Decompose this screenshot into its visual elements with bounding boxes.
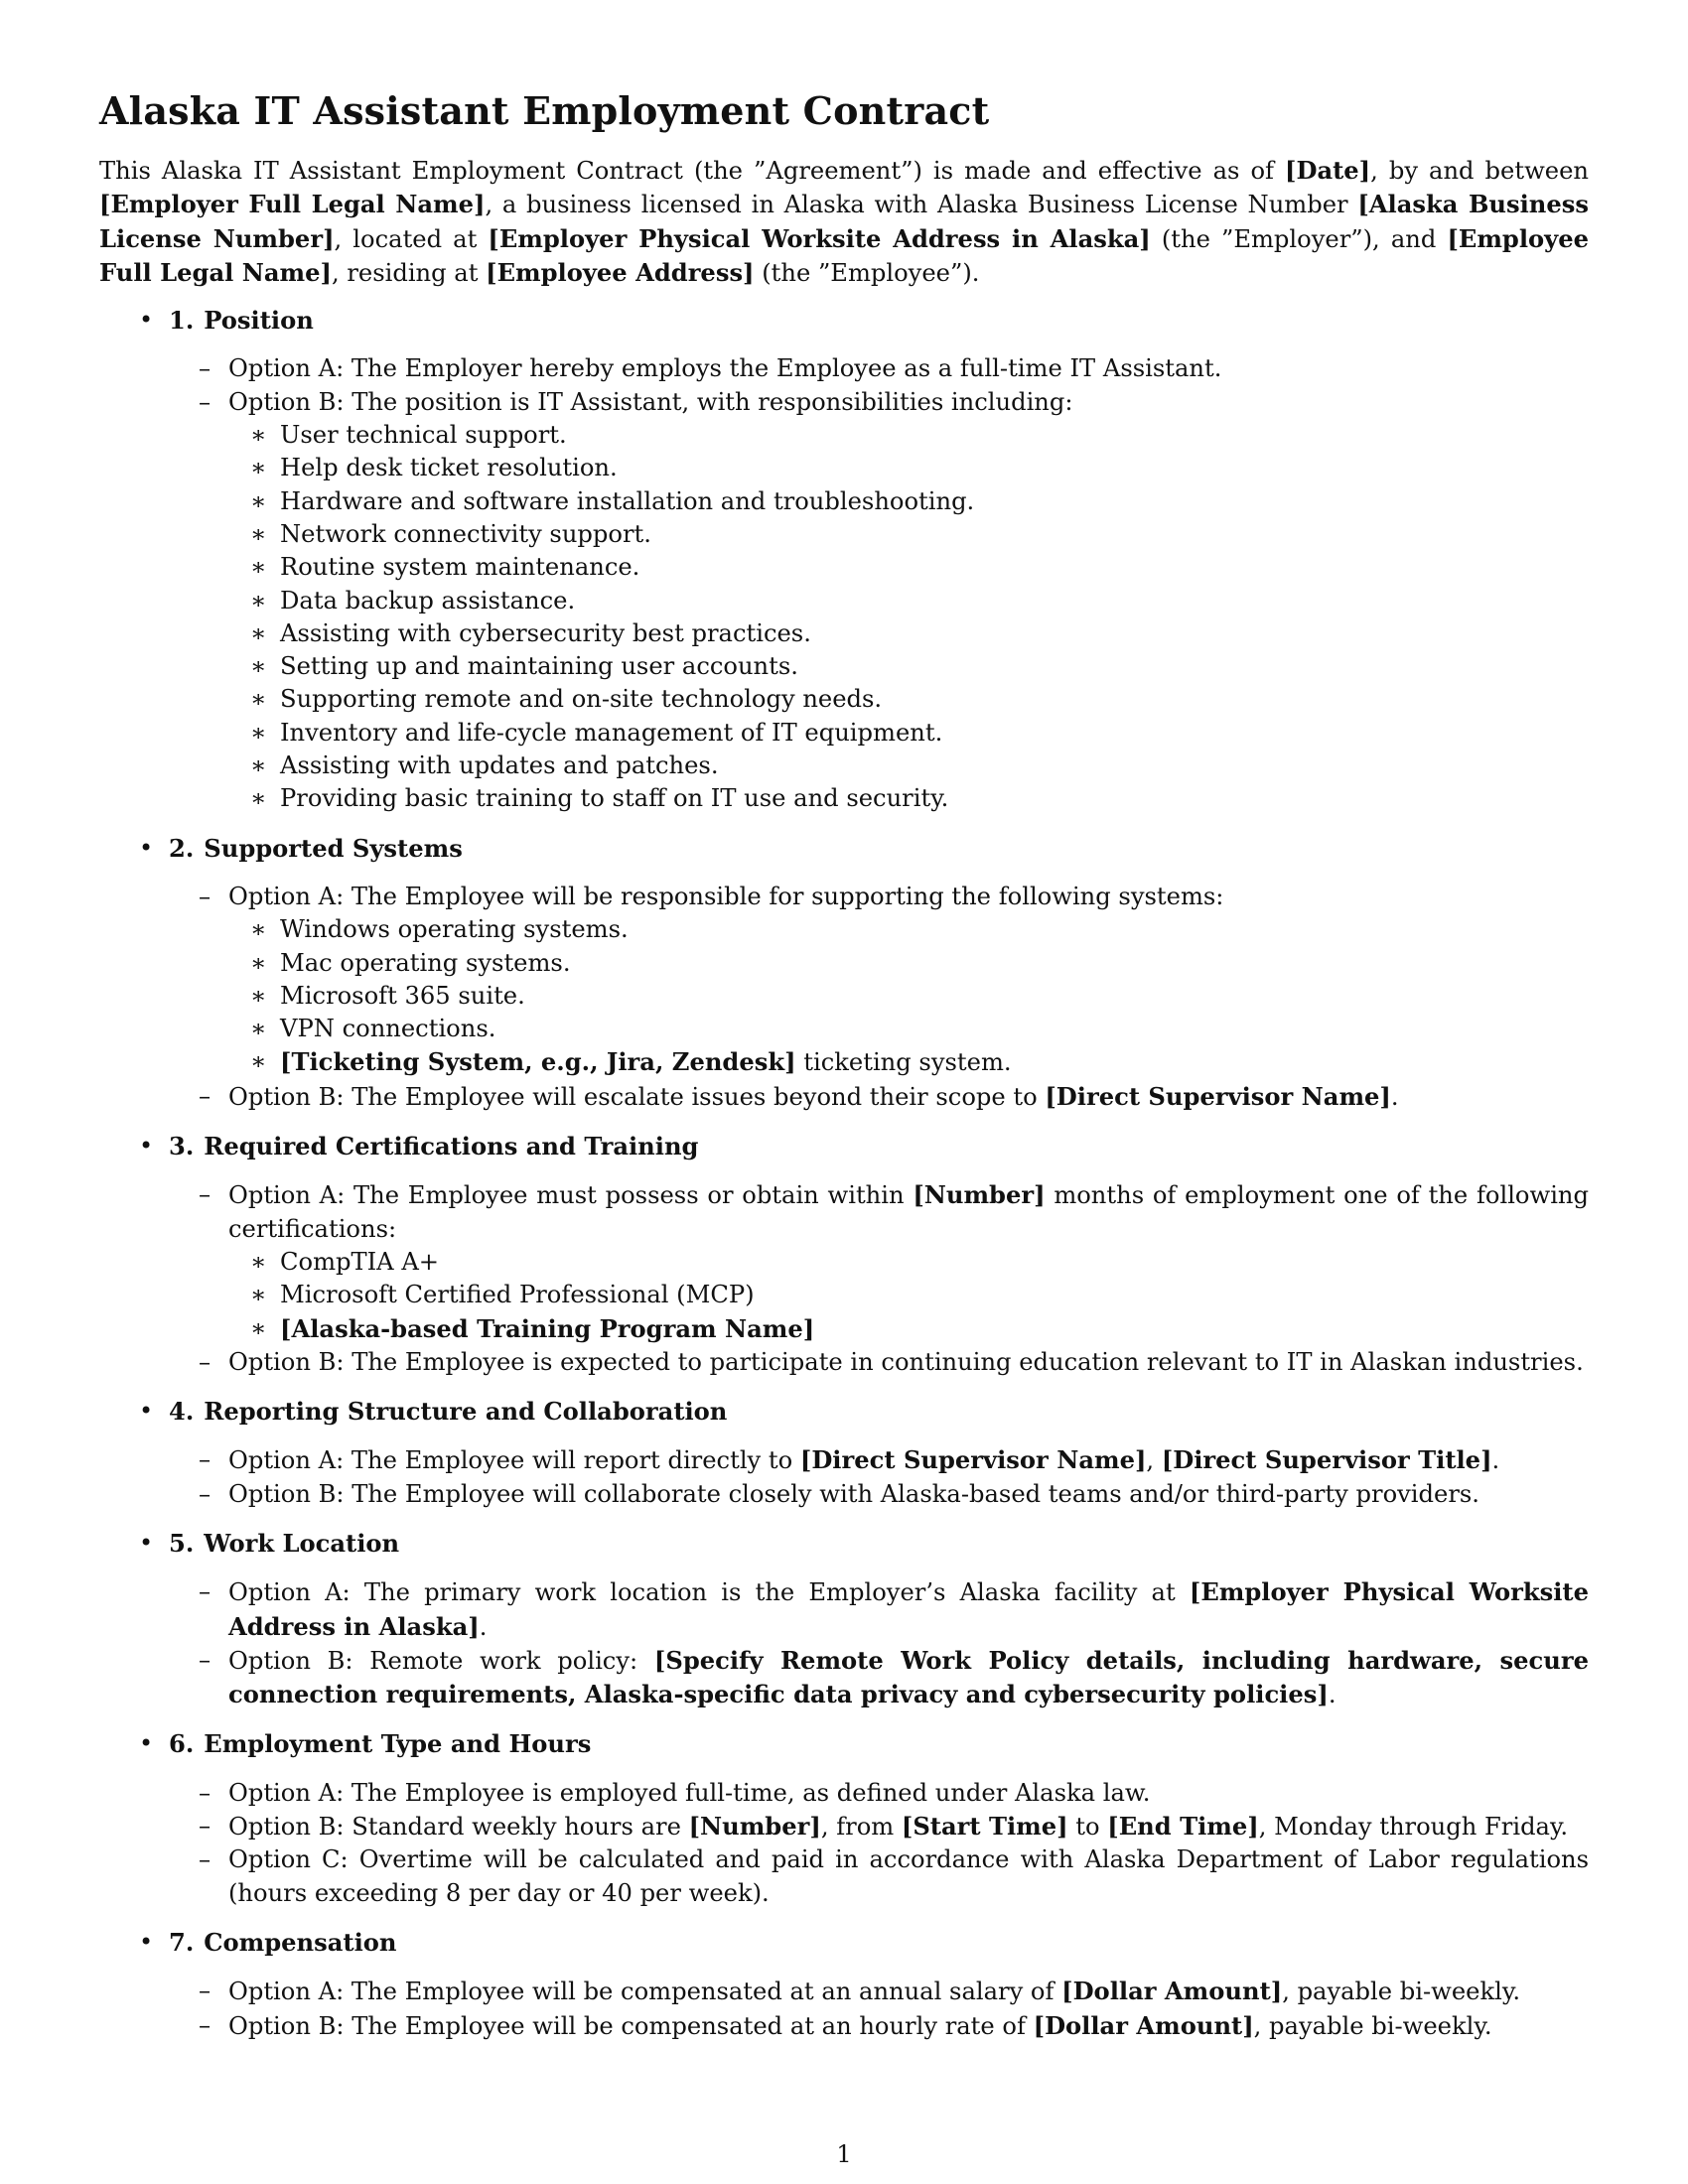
option-item	[169, 1080, 1589, 1114]
option-list	[169, 1777, 1589, 1910]
sub-item-list	[228, 419, 1589, 816]
placeholder-field: [Number]	[688, 1812, 821, 1842]
asterisk-icon: ∗	[250, 1015, 267, 1043]
asterisk-icon: ∗	[250, 652, 267, 681]
text-segment: Option B: The Employee will escalate issues beyond their scope to	[228, 1082, 1046, 1111]
text-segment: Inventory and life-cycle management of IT equipment.	[280, 718, 943, 747]
text-segment: Option A: The Employee is employed full-time, as defined under Alaska law.	[228, 1778, 1151, 1807]
section-heading	[169, 1395, 1589, 1428]
asterisk-icon: ∗	[250, 454, 267, 482]
section-4	[99, 1395, 1589, 1511]
placeholder-field: [Specify Remote Work Policy details, including hardware, secure connection requirements, Alaska-specific data privacy and cybersecurity policies]	[228, 1645, 1589, 1709]
section-3	[99, 1130, 1589, 1379]
placeholder-field: [Date]	[1285, 156, 1371, 185]
option-text	[228, 1348, 1584, 1376]
asterisk-icon: ∗	[250, 1313, 267, 1342]
option-item	[169, 386, 1589, 816]
text-segment: VPN connections.	[280, 1015, 496, 1043]
asterisk-icon: ∗	[250, 1047, 267, 1076]
asterisk-icon: ∗	[250, 718, 267, 747]
option-item	[169, 1443, 1589, 1477]
bullet-icon: •	[139, 1927, 154, 1956]
list-item-text	[280, 915, 629, 943]
dash-icon: –	[199, 1479, 211, 1508]
option-item	[169, 1810, 1589, 1843]
dash-icon: –	[199, 387, 211, 416]
dash-icon: –	[199, 1845, 211, 1874]
option-text	[228, 1446, 1499, 1474]
list-item-text	[280, 587, 575, 614]
text-segment: Microsoft 365 suite.	[280, 981, 525, 1010]
document-page	[99, 84, 1589, 2059]
asterisk-icon: ∗	[250, 1247, 267, 1276]
list-item	[228, 1312, 1589, 1346]
dash-icon: –	[199, 1180, 211, 1209]
option-list	[169, 352, 1589, 815]
text-segment: Option A: The primary work location is the Employer’s Alaska facility at	[228, 1578, 1190, 1607]
text-segment: (the ”Employer”), and	[1150, 224, 1448, 253]
text-segment: Setting up and maintaining user accounts.	[280, 652, 798, 681]
option-item	[169, 352, 1589, 385]
list-item	[228, 947, 1589, 980]
list-item	[228, 585, 1589, 617]
text-segment: Option A: The Employee will be compensated at an annual salary of	[228, 1978, 1062, 2006]
list-item-text	[280, 751, 719, 779]
list-item-text	[280, 487, 974, 515]
section-6	[99, 1727, 1589, 1909]
option-item	[169, 1346, 1589, 1379]
asterisk-icon: ∗	[250, 915, 267, 944]
list-item	[228, 980, 1589, 1013]
bullet-icon: •	[139, 1528, 154, 1557]
list-item	[228, 683, 1589, 716]
list-item	[228, 551, 1589, 584]
list-item	[228, 717, 1589, 750]
text-segment: User technical support.	[280, 421, 567, 450]
list-item	[228, 1246, 1589, 1279]
option-text	[228, 1813, 1568, 1841]
text-segment: .	[1328, 1681, 1336, 1709]
placeholder-field: [Start Time]	[901, 1812, 1068, 1842]
option-item	[169, 1178, 1589, 1345]
list-item-text	[280, 421, 567, 449]
list-item-text	[280, 553, 639, 581]
text-segment: , residing at	[331, 258, 487, 287]
list-item-text	[280, 1315, 814, 1343]
document-title: Alaska IT Assistant Employment Contract	[99, 88, 990, 133]
section-title: Supported Systems	[204, 833, 463, 863]
list-item	[228, 750, 1589, 782]
section-number: 7.	[169, 1927, 195, 1957]
option-text	[228, 1845, 1589, 1906]
dash-icon: –	[199, 1778, 211, 1807]
dash-icon: –	[199, 1445, 211, 1474]
list-item-text	[280, 619, 811, 647]
list-item-text	[280, 1248, 439, 1276]
option-list	[169, 881, 1589, 1114]
asterisk-icon: ∗	[250, 981, 267, 1010]
placeholder-field: [Employer Full Legal Name]	[99, 190, 486, 219]
list-item-text	[280, 454, 618, 481]
list-item	[228, 1045, 1589, 1079]
list-item	[228, 913, 1589, 946]
text-segment: CompTIA A+	[280, 1247, 440, 1276]
sub-item-list	[228, 1246, 1589, 1346]
section-title: Work Location	[204, 1528, 400, 1558]
text-segment: Network connectivity support.	[280, 519, 651, 548]
text-segment: Option A: The Employer hereby employs the Employee as a full-time IT Assistant.	[228, 354, 1222, 383]
list-item-text	[280, 685, 882, 713]
text-segment: ,	[1146, 1446, 1162, 1475]
option-text	[228, 1779, 1150, 1807]
list-item	[228, 782, 1589, 815]
dash-icon: –	[199, 882, 211, 910]
placeholder-field: [Direct Supervisor Name]	[799, 1445, 1147, 1475]
text-segment: , a business licensed in Alaska with Alaska Business License Number	[485, 191, 1358, 219]
list-item-text	[280, 784, 948, 812]
asterisk-icon: ∗	[250, 618, 267, 647]
text-segment: .	[1390, 1082, 1399, 1111]
text-segment: ticketing system.	[795, 1048, 1012, 1077]
section-number: 5.	[169, 1528, 195, 1558]
placeholder-field: [Dollar Amount]	[1061, 1977, 1283, 2006]
list-item-text	[280, 949, 571, 977]
bullet-icon: •	[139, 306, 154, 335]
list-item	[228, 419, 1589, 452]
page-number: 1	[836, 2140, 852, 2168]
dash-icon: –	[199, 354, 211, 383]
text-segment: Option C: Overtime will be calculated and paid in accordance with Alaska Department of Labor regulations (hours exceeding 8 per day or 40 per week).	[228, 1845, 1589, 1907]
asterisk-icon: ∗	[250, 685, 267, 714]
text-segment: Option A: The Employee will be responsible for supporting the following systems:	[228, 882, 1224, 910]
section-7	[99, 1926, 1589, 2043]
text-segment: , payable bi-weekly.	[1282, 1978, 1521, 2006]
placeholder-field: [Employer Physical Worksite Address in Alaska]	[228, 1577, 1589, 1641]
section-1	[99, 304, 1589, 815]
list-item-text	[280, 719, 942, 747]
placeholder-field: [Employee Full Legal Name]	[99, 223, 1589, 287]
placeholder-field: [Alaska Business License Number]	[99, 190, 1589, 253]
text-segment: , by and between	[1370, 157, 1589, 185]
dash-icon: –	[199, 1812, 211, 1841]
list-item-text	[280, 1048, 1012, 1076]
option-text	[228, 1480, 1479, 1508]
text-segment: Option B: Remote work policy:	[228, 1646, 654, 1675]
text-segment: months of employment one of the following certifications:	[228, 1181, 1589, 1243]
placeholder-field: [Ticketing System, e.g., Jira, Zendesk]	[280, 1047, 796, 1077]
list-item	[228, 1279, 1589, 1311]
section-number: 2.	[169, 833, 195, 863]
sub-item-list	[228, 913, 1589, 1079]
text-segment: , Monday through Friday.	[1258, 1813, 1569, 1842]
section-title: Required Certifications and Training	[204, 1132, 699, 1161]
list-item	[228, 1013, 1589, 1045]
option-text	[228, 883, 1223, 910]
placeholder-field: [Alaska-based Training Program Name]	[280, 1313, 815, 1343]
section-number: 1.	[169, 306, 195, 336]
option-item	[169, 1478, 1589, 1511]
asterisk-icon: ∗	[250, 948, 267, 977]
list-item-text	[280, 520, 651, 548]
option-item	[169, 1575, 1589, 1644]
text-segment: .	[1491, 1446, 1500, 1475]
text-segment: Option A: The Employee must possess or obtain within	[228, 1181, 914, 1210]
dash-icon: –	[199, 1577, 211, 1606]
list-item-text	[280, 1281, 755, 1308]
text-segment: , from	[820, 1813, 902, 1842]
asterisk-icon: ∗	[250, 751, 267, 780]
option-text	[228, 2012, 1492, 2040]
option-text	[228, 1578, 1589, 1640]
bullet-icon: •	[139, 1397, 154, 1426]
option-text	[228, 1978, 1520, 2005]
asterisk-icon: ∗	[250, 553, 267, 582]
asterisk-icon: ∗	[250, 586, 267, 614]
option-list	[169, 1443, 1589, 1511]
text-segment: Option B: Standard weekly hours are	[228, 1813, 689, 1842]
option-text	[228, 388, 1073, 416]
section-title: Compensation	[204, 1927, 397, 1957]
text-segment: Option A: The Employee will report directly to	[228, 1446, 800, 1475]
text-segment: , located at	[334, 224, 489, 253]
option-list	[169, 1178, 1589, 1379]
asterisk-icon: ∗	[250, 486, 267, 515]
option-list	[169, 1575, 1589, 1711]
text-segment: Supporting remote and on-site technology needs.	[280, 685, 883, 714]
placeholder-field: [Dollar Amount]	[1033, 2010, 1254, 2040]
option-text	[228, 1647, 1589, 1708]
list-item	[228, 452, 1589, 484]
option-item	[169, 881, 1589, 1080]
list-item	[228, 518, 1589, 551]
dash-icon: –	[199, 2010, 211, 2039]
dash-icon: –	[199, 1081, 211, 1110]
option-text	[228, 1181, 1589, 1242]
text-segment: Microsoft Certified Professional (MCP)	[280, 1281, 755, 1309]
section-heading	[169, 1926, 1589, 1959]
placeholder-field: [Number]	[913, 1180, 1046, 1210]
text-segment: .	[479, 1612, 488, 1641]
option-item	[169, 1843, 1589, 1910]
asterisk-icon: ∗	[250, 784, 267, 813]
option-list	[169, 1975, 1589, 2043]
list-item-text	[280, 652, 798, 680]
asterisk-icon: ∗	[250, 421, 267, 450]
placeholder-field: [Direct Supervisor Name]	[1045, 1081, 1391, 1111]
section-number: 4.	[169, 1397, 195, 1427]
option-text	[228, 1083, 1399, 1111]
text-segment: Option B: The Employee will collaborate closely with Alaska-based teams and/or third-party providers.	[228, 1479, 1479, 1508]
placeholder-field: [Direct Supervisor Title]	[1161, 1445, 1492, 1475]
option-item	[169, 1777, 1589, 1810]
text-segment: Option B: The Employee will be compensated at an hourly rate of	[228, 2011, 1034, 2040]
asterisk-icon: ∗	[250, 519, 267, 548]
bullet-icon: •	[139, 1132, 154, 1160]
text-segment: Providing basic training to staff on IT use and security.	[280, 784, 949, 813]
option-item	[169, 1644, 1589, 1712]
section-heading	[169, 1130, 1589, 1162]
text-segment: to	[1067, 1813, 1108, 1842]
text-segment: (the ”Employee”).	[754, 258, 980, 287]
section-title: Reporting Structure and Collaboration	[204, 1397, 728, 1427]
text-segment: Hardware and software installation and troubleshooting.	[280, 486, 975, 515]
list-item	[228, 617, 1589, 650]
bullet-icon: •	[139, 1729, 154, 1758]
text-segment: Mac operating systems.	[280, 948, 571, 977]
placeholder-field: [End Time]	[1107, 1812, 1259, 1842]
text-segment: Option B: The Employee is expected to participate in continuing education relevant to IT in Alaskan industries.	[228, 1347, 1584, 1376]
section-heading	[169, 304, 1589, 337]
text-segment: Option B: The position is IT Assistant, with responsibilities including:	[228, 387, 1073, 416]
dash-icon: –	[199, 1977, 211, 2005]
placeholder-field: [Employee Address]	[486, 257, 755, 287]
section-list	[99, 304, 1589, 2043]
bullet-icon: •	[139, 833, 154, 862]
section-heading	[169, 1727, 1589, 1760]
list-item	[228, 650, 1589, 683]
section-title: Employment Type and Hours	[204, 1729, 592, 1759]
list-item-text	[280, 1015, 495, 1042]
intro-paragraph	[99, 154, 1589, 290]
option-text	[228, 354, 1221, 382]
list-item	[228, 485, 1589, 518]
dash-icon: –	[199, 1645, 211, 1674]
section-5	[99, 1527, 1589, 1711]
section-number: 3.	[169, 1132, 195, 1161]
option-item	[169, 1975, 1589, 2008]
section-title: Position	[204, 306, 314, 336]
asterisk-icon: ∗	[250, 1281, 267, 1309]
text-segment: Assisting with cybersecurity best practices.	[280, 618, 811, 647]
text-segment: Routine system maintenance.	[280, 553, 640, 582]
section-heading	[169, 1527, 1589, 1560]
list-item-text	[280, 982, 525, 1010]
text-segment: This Alaska IT Assistant Employment Contract (the ”Agreement”) is made and effective as of	[99, 157, 1286, 185]
text-segment: Assisting with updates and patches.	[280, 751, 719, 780]
text-segment: Data backup assistance.	[280, 586, 576, 614]
section-number: 6.	[169, 1729, 195, 1759]
placeholder-field: [Employer Physical Worksite Address in Alaska]	[488, 223, 1151, 253]
dash-icon: –	[199, 1347, 211, 1376]
section-2	[99, 832, 1589, 1114]
text-segment: , payable bi-weekly.	[1253, 2011, 1492, 2040]
text-segment: Windows operating systems.	[280, 915, 629, 944]
option-item	[169, 2009, 1589, 2043]
text-segment: Help desk ticket resolution.	[280, 454, 618, 482]
section-heading	[169, 832, 1589, 865]
